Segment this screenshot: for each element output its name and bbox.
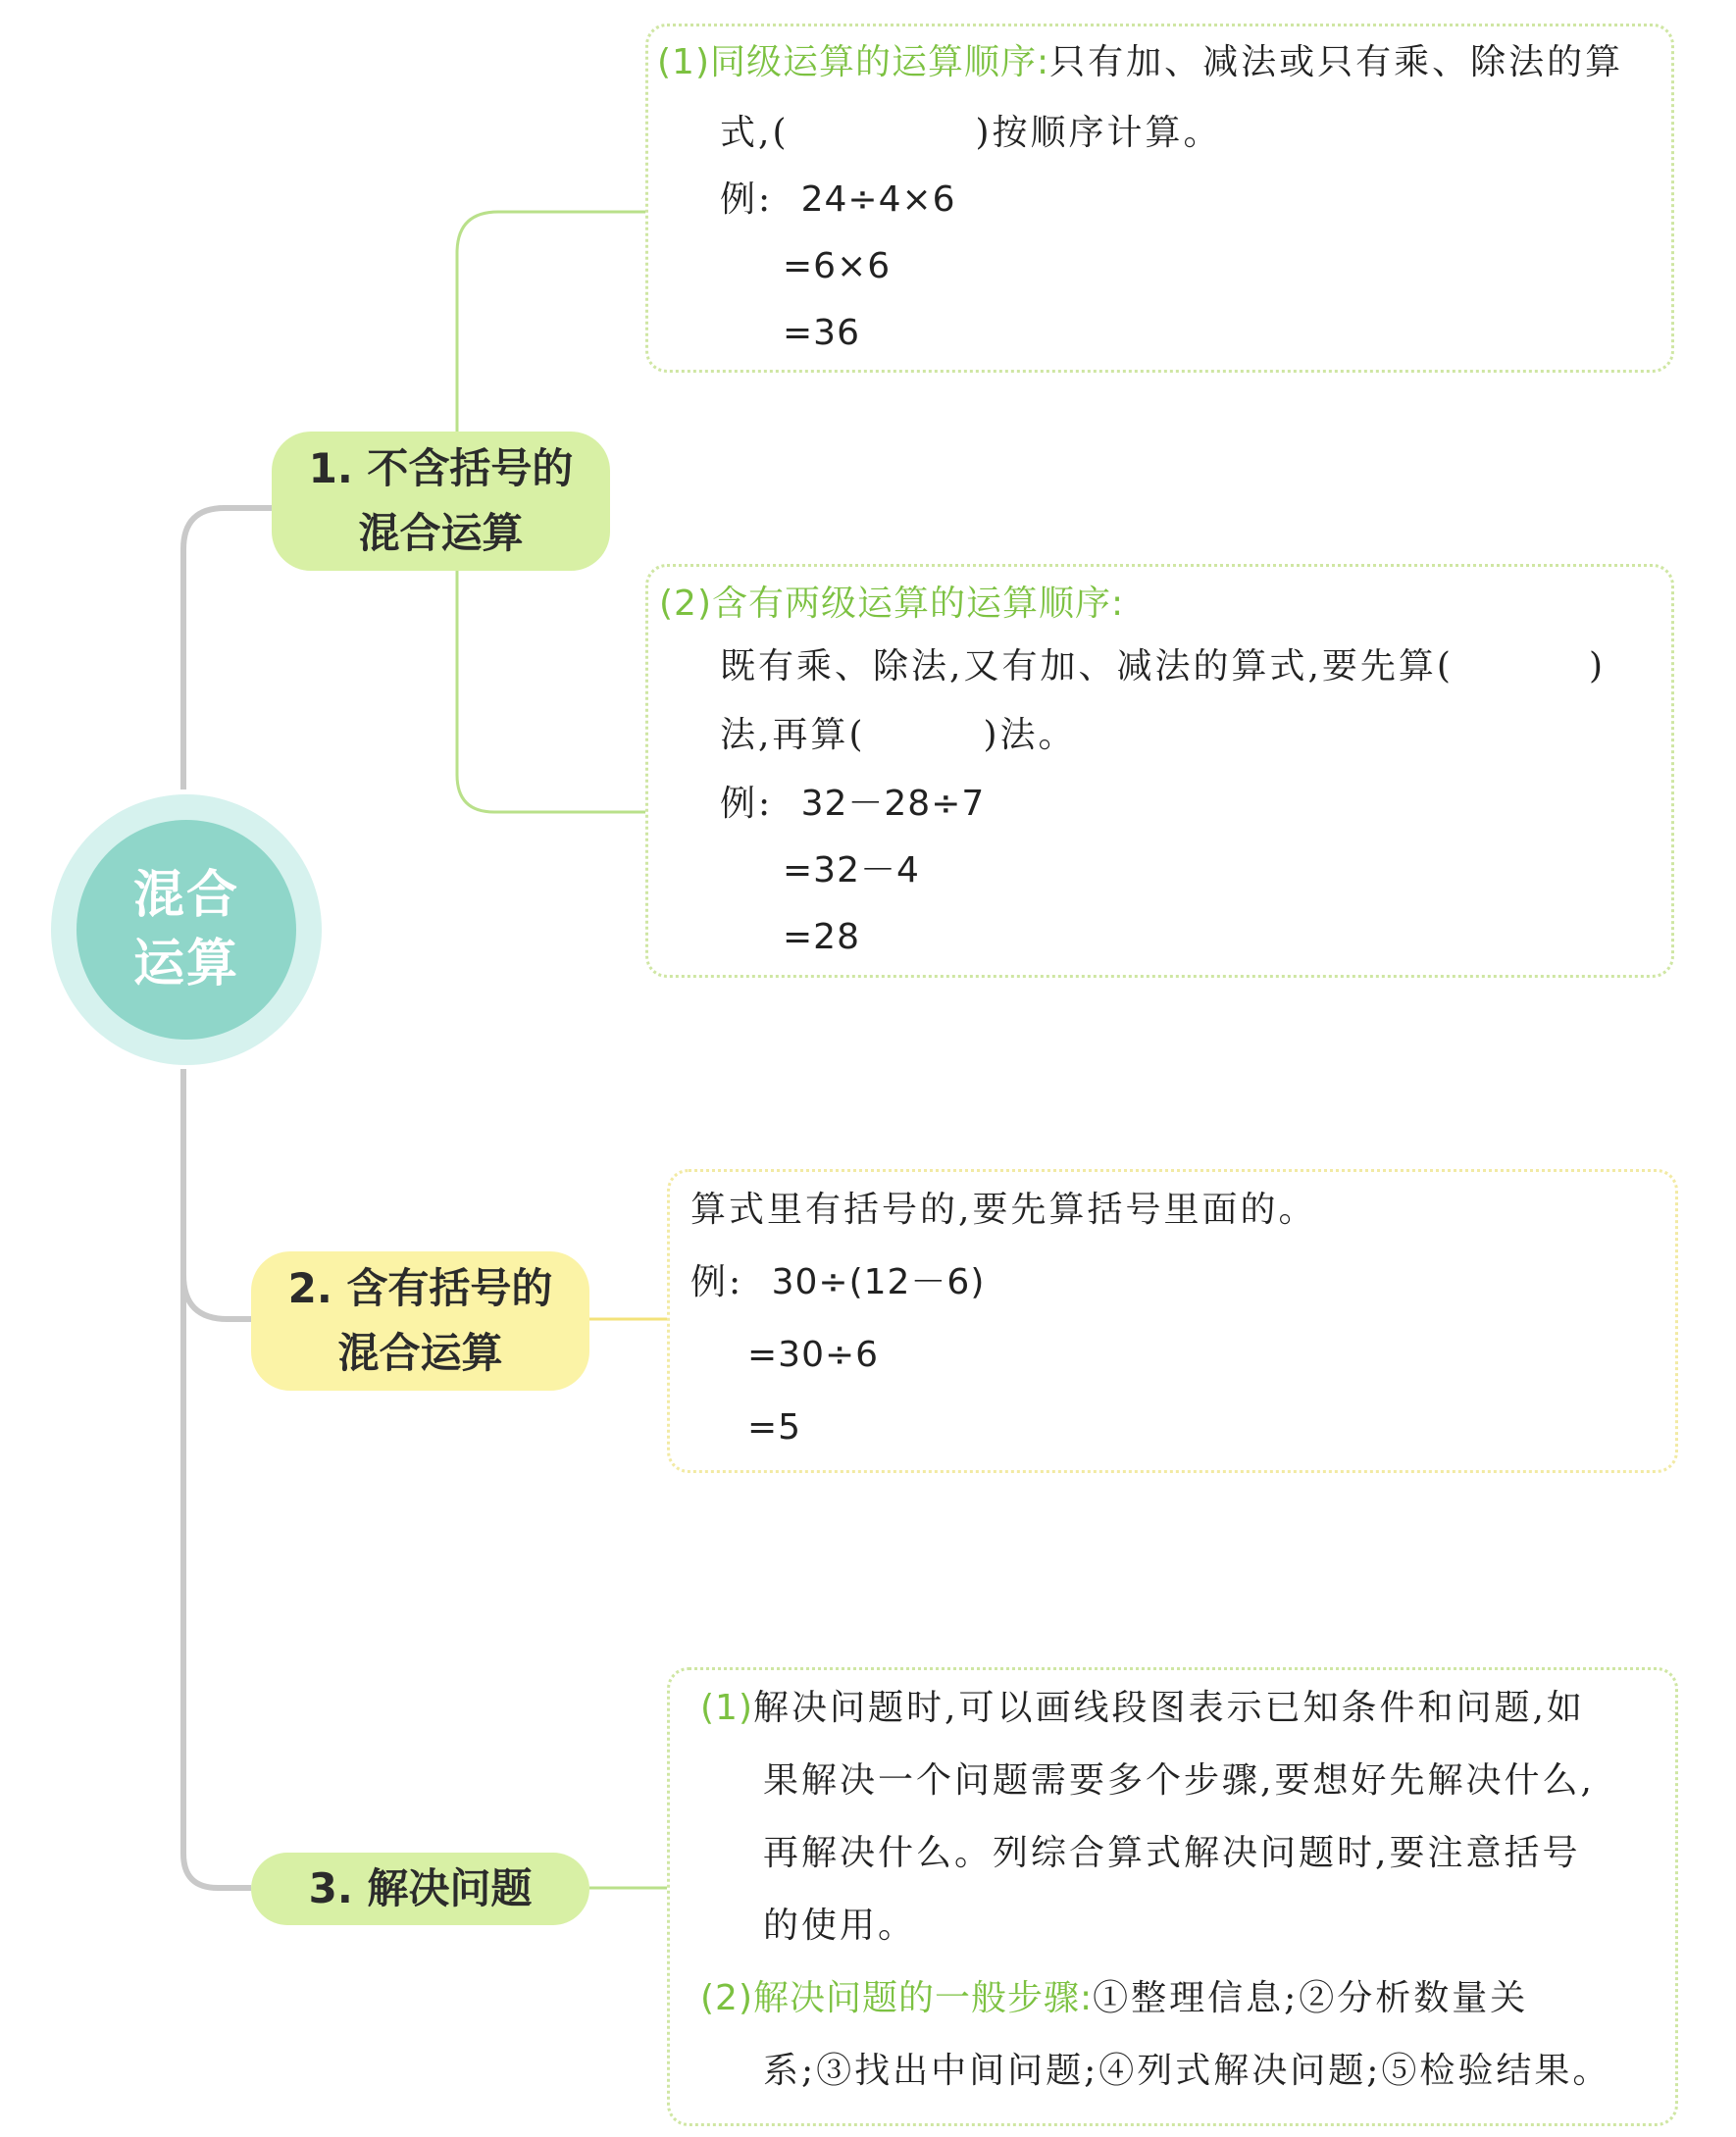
box1-heading: (1)同级运算的运算顺序: [657, 42, 1050, 82]
branch-node-1 [272, 432, 610, 571]
box4-p2-line2: 系;③找出中间问题;④列式解决问题;⑤检验结果。 [763, 2051, 1611, 2091]
box1-example-line [720, 177, 956, 224]
box4-p1-line1: 解决问题时,可以画线段图表示已知条件和问题,如 [753, 1688, 1585, 1728]
box4-p1-line4: 的使用。 [763, 1906, 917, 1946]
box4-heading2: (2)解决问题的一般步骤: [700, 1978, 1094, 2018]
box1-line1 [657, 39, 1623, 86]
center-title-line1: 混合 [132, 866, 239, 925]
box2-example-line [720, 781, 985, 828]
box2-text-b1: 法,再算( [720, 715, 866, 755]
branch-3-label: 3. 解决问题 [308, 1864, 533, 1912]
box1-text-a: 只有加、减法或只有乘、除法的算 [1049, 42, 1624, 82]
center-node [77, 820, 296, 1040]
box2-line2 [720, 643, 1606, 690]
branch-2-label-line2: 混合运算 [337, 1329, 503, 1377]
branch-1-label-line1: 1. 不含括号的 [308, 444, 574, 492]
box4-p2-line1: ①整理信息;②分析数量关 [1093, 1978, 1529, 2018]
box4-num1: (1) [700, 1688, 753, 1728]
box1-step2: =36 [783, 313, 860, 353]
box3-text: 算式里有括号的,要先算括号里面的。 [690, 1190, 1317, 1230]
box1-text-b2: )按顺序计算。 [975, 113, 1222, 153]
box1-text-b1: 式,( [720, 113, 790, 153]
box2-text-a1: 既有乘、除法,又有加、减法的算式,要先算( [720, 646, 1454, 687]
box2-example-label: 例: [720, 784, 774, 824]
box2-text-b2: )法。 [983, 715, 1077, 755]
box3-step1: =30÷6 [747, 1335, 880, 1375]
box2-heading: (2)含有两级运算的运算顺序: [659, 584, 1125, 624]
branch-node-2 [251, 1251, 589, 1391]
box2-expr: 32－28÷7 [800, 784, 986, 824]
box1-step1: =6×6 [783, 246, 892, 286]
box1-expr: 24÷4×6 [800, 179, 956, 220]
branch-1-label-line2: 混合运算 [358, 509, 524, 557]
box2-line3 [720, 712, 1077, 759]
box3-example-label: 例: [690, 1262, 744, 1302]
center-title-line2: 运算 [132, 935, 239, 993]
box2-step1: =32－4 [783, 850, 920, 890]
box3-step2: =5 [747, 1407, 802, 1448]
box1-line2 [720, 110, 1222, 157]
box4-p1-line3: 再解决什么。列综合算式解决问题时,要注意括号 [763, 1833, 1581, 1873]
branch-2-label-line1: 2. 含有括号的 [287, 1264, 553, 1312]
branch-node-3 [251, 1853, 589, 1925]
box3-expr: 30÷(12－6) [771, 1262, 986, 1302]
box2-heading-line [659, 581, 1124, 628]
box2-text-a2: ) [1588, 646, 1606, 687]
box4-p1-line2: 果解决一个问题需要多个步骤,要想好先解决什么, [763, 1760, 1595, 1801]
box4-line1 [700, 1685, 1585, 1732]
box1-example-label: 例: [720, 179, 774, 220]
box3-example-line [690, 1259, 985, 1306]
box4-line5 [700, 1975, 1528, 2022]
box2-step2: =28 [783, 917, 860, 957]
